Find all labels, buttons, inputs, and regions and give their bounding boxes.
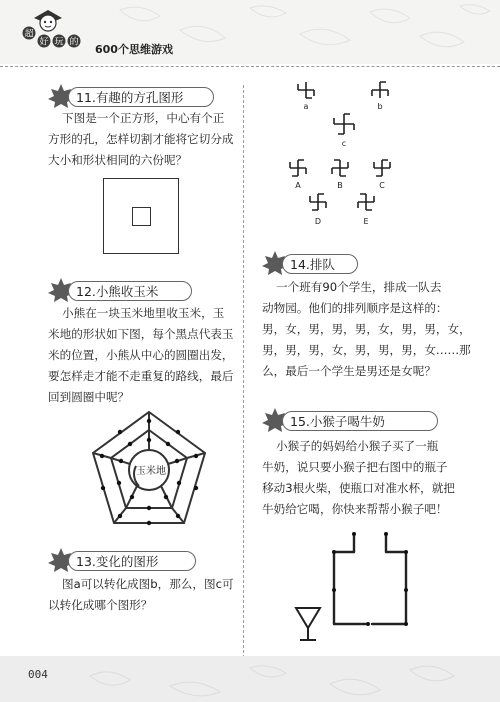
section-13-title: 13.变化的图形	[76, 554, 159, 569]
section-15-title: 15.小猴子喝牛奶	[290, 414, 385, 429]
column-divider	[243, 85, 244, 663]
label-A: A	[295, 181, 301, 190]
section-12-heading	[46, 280, 196, 302]
text-line: 移动3根火柴，使瓶口对准水杯，就把	[262, 481, 455, 495]
text-line: 么，最后一个学生是男还是女呢？	[262, 364, 436, 378]
text-line: 下图是一个正方形，中心有个正	[62, 111, 225, 125]
text-line: 方形的孔，怎样切割才能将它切分成	[48, 132, 234, 146]
text-line: 米地的形状如下图，每个黑点代表玉	[48, 327, 234, 341]
label-a: a	[303, 102, 309, 111]
text-line: 大小和形状相同的六份呢？	[48, 153, 188, 167]
text-line: 动物园。他们的排列顺序是这样的：	[262, 301, 448, 315]
section-11-heading	[46, 86, 216, 108]
badge-char-2: 好	[39, 37, 49, 48]
section-14-heading	[260, 253, 380, 275]
page-number: 004	[28, 668, 48, 681]
footer-leaf-pattern	[0, 656, 500, 702]
section-13-text	[48, 574, 242, 616]
text-line: 小熊在一块玉米地里收玉米，玉	[62, 306, 225, 320]
section-15-text	[262, 436, 476, 520]
text-line: 要怎样走才能不走重复的路线，最后	[48, 369, 234, 383]
section-12-text	[48, 303, 242, 408]
text-line: 牛奶，说只要小猴子把右图中的瓶子	[262, 460, 448, 474]
text-line: 图a可以转化成图b，那么，图c可	[62, 577, 234, 591]
series-title: 600个思维游戏	[95, 43, 173, 56]
section-15-heading	[260, 410, 440, 432]
label-D: D	[314, 217, 322, 226]
badge-char-3: 玩	[54, 37, 64, 48]
square-with-hole-figure	[103, 178, 179, 254]
mascot-icon	[26, 6, 70, 34]
section-12-title: 12.小熊收玉米	[76, 284, 159, 299]
text-line: 回到圆圈中呢？	[48, 390, 130, 404]
section-13-heading	[46, 550, 196, 572]
corn-field-label: 玉米地	[136, 466, 166, 477]
label-E: E	[363, 217, 369, 226]
section-11-text	[48, 108, 242, 171]
text-line: 牛奶给它喝，你快来帮帮小猴子吧！	[262, 502, 448, 516]
matchstick-bottle-figure	[290, 528, 440, 656]
header-divider	[0, 66, 500, 67]
text-line: 小猴子的妈妈给小猴子买了一瓶	[276, 439, 439, 453]
badge-char-1: 超	[24, 29, 34, 40]
label-B: B	[337, 181, 343, 190]
corn-field-figure	[90, 410, 208, 526]
section-14-title: 14.排队	[290, 257, 335, 272]
text-line: 男，男，男，女，男，男，男，女……那	[262, 343, 471, 357]
text-line: 一个班有90个学生，排成一队去	[276, 280, 442, 294]
label-b: b	[377, 102, 383, 111]
text-line: 以转化成哪个图形？	[48, 598, 153, 612]
section-14-text	[262, 277, 476, 382]
section-11-title: 11.有趣的方孔图形	[76, 90, 184, 105]
label-c: c	[341, 139, 347, 148]
text-line: 男，女，男，男，男，女，男，男，女，	[262, 322, 471, 336]
badge-char-4: 的	[69, 37, 79, 48]
label-C: C	[379, 181, 385, 190]
transformation-figure	[282, 78, 412, 238]
text-line: 米的位置，小熊从中心的圆圈出发，	[48, 348, 234, 362]
